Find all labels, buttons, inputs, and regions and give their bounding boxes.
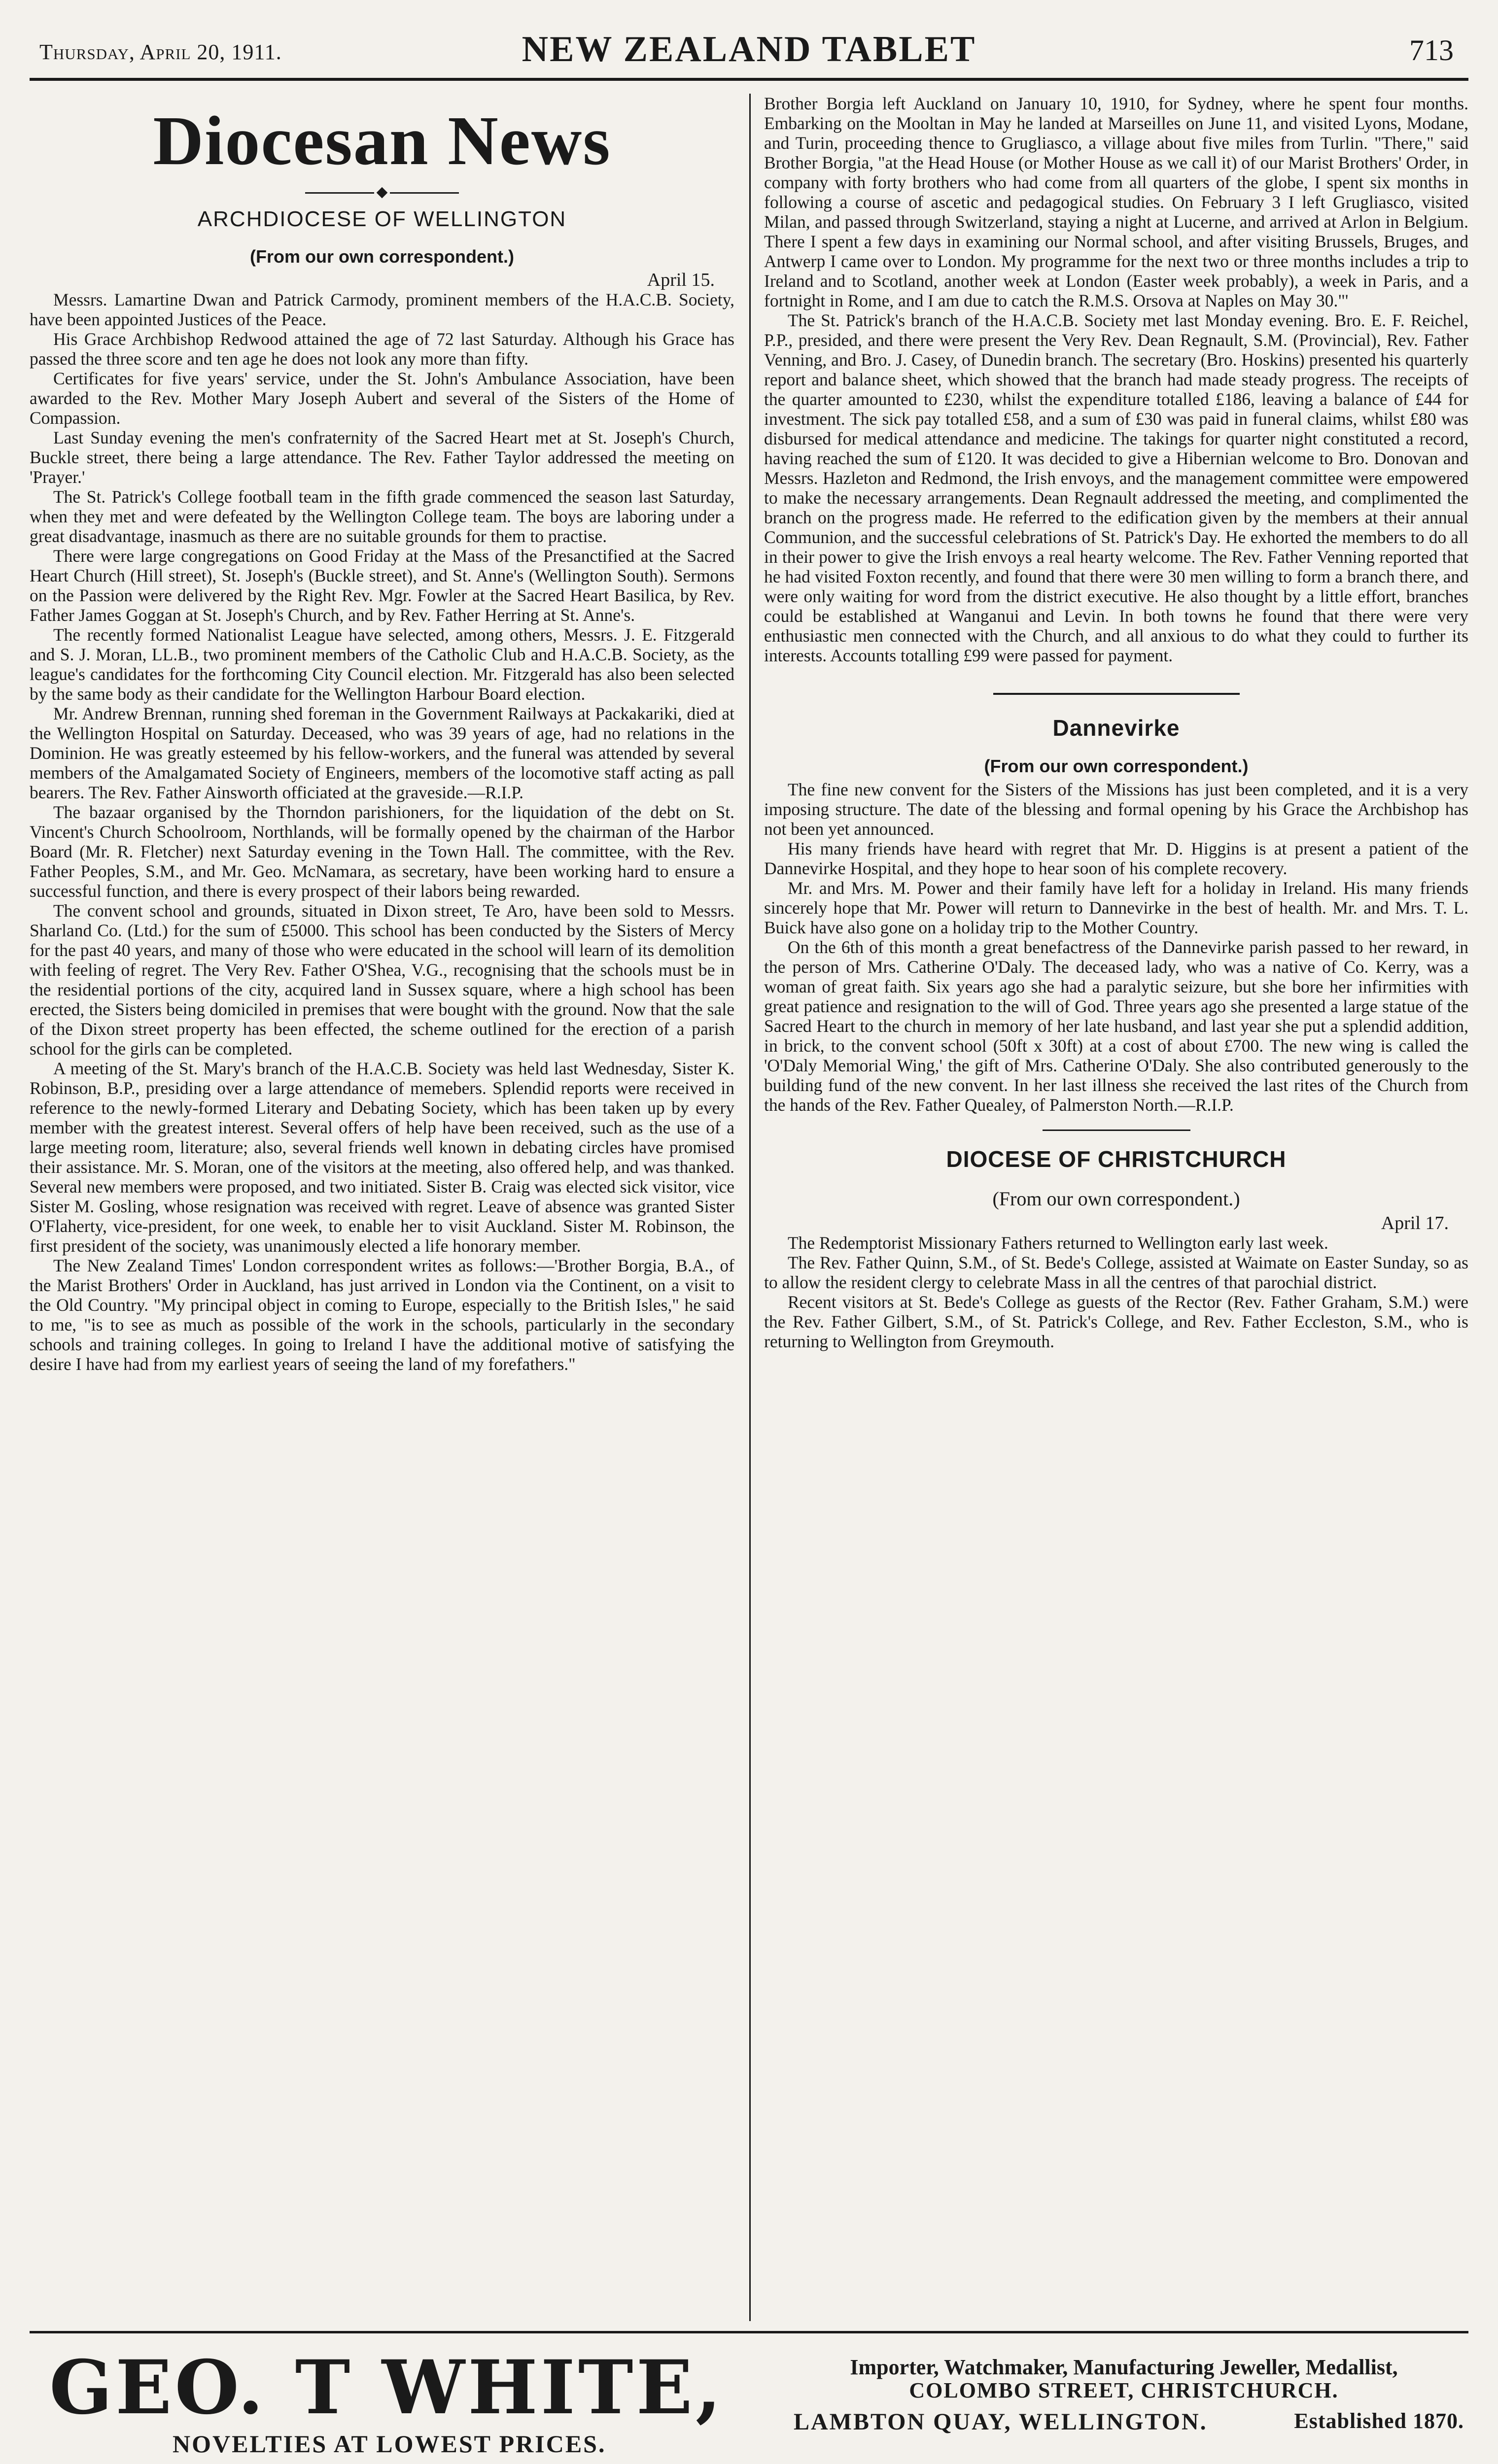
section-rule <box>993 693 1240 695</box>
advertiser-name: GEO. T WHITE, <box>49 2344 725 2431</box>
publication-title: NEW ZEALAND TABLET <box>522 29 976 69</box>
article-paragraph: Certificates for five years' service, under the St. John's Ambulance Association, have been awarded to the Rev. Mother Mary Joseph Aubert and several of the Sisters of the Home of Compassion. <box>30 369 734 428</box>
dannevirke-heading: Dannevirke <box>1052 715 1180 741</box>
article-paragraph: There were large congregations on Good Friday at the Mass of the Presanctified at the Sacred Heart Church (Hill street), St. Joseph's (Buckle street), and St. Anne's (Wellington South). Sermons on the Passion were delivered by the Right Rev. Mgr. Fowler at the Sacred Heart Basilica, by Rev. Father James Goggan at St. Joseph's Church, and by Rev. Father Herring at St. Anne's. <box>30 546 734 625</box>
ornament-divider <box>30 184 734 201</box>
section-masthead: Diocesan News <box>153 102 611 179</box>
established-year: Established 1870. <box>1294 2409 1464 2433</box>
column-divider <box>749 94 751 2321</box>
archdiocese-heading: ARCHDIOCESE OF WELLINGTON <box>197 207 567 231</box>
dateline: April 17. <box>1381 1213 1449 1233</box>
correspondent-note: (From our own correspondent.) <box>250 246 514 267</box>
advertiser-trades: Importer, Watchmaker, Manufacturing Jeweller, Medallist, <box>850 2355 1398 2379</box>
article-paragraph: The Rev. Father Quinn, S.M., of St. Bede's College, assisted at Waimate on Easter Sunday, so as to allow the resident clergy to celebrate Mass in all the centres of that parochial district. <box>764 1253 1468 1292</box>
advertisement-details <box>784 2355 1464 2435</box>
article-paragraph: The Redemptorist Missionary Fathers returned to Wellington early last week. <box>788 1233 1328 1253</box>
advertisement-rule <box>30 2331 1468 2333</box>
article-paragraph: Recent visitors at St. Bede's College as guests of the Rector (Rev. Father Graham, S.M.) were the Rev. Father Gilbert, S.M., of St. Patrick's College, and Rev. Father Eccleston, S.M., who is returning to Wellington from Greymouth. <box>764 1292 1468 1351</box>
dateline: April 15. <box>647 270 715 290</box>
header-rule <box>30 78 1468 81</box>
advertiser-address-wellington: LAMBTON QUAY, WELLINGTON. <box>794 2409 1208 2435</box>
article-paragraph: Mr. and Mrs. M. Power and their family have left for a holiday in Ireland. His many friends sincerely hope that Mr. Power will return to Dannevirke in the best of health. Mr. and Mrs. T. L. Buick have also gone on a holiday trip to the Mother Country. <box>764 878 1468 937</box>
newspaper-page <box>30 20 1468 2464</box>
section-rule <box>1043 1129 1190 1131</box>
advertiser-address-christchurch: COLOMBO STREET, CHRISTCHURCH. <box>909 2378 1339 2402</box>
article-paragraph: On the 6th of this month a great benefactress of the Dannevirke parish passed to her reward, in the person of Mrs. Catherine O'Daly. The deceased lady, who was a native of Co. Kerry, was a woman of great faith. Six years ago she had a paralytic seizure, but she bore her infirmities with great patience and resignation to the will of God. Three years ago she presented a large statue of the Sacred Heart to the church in memory of her late husband, and last year she put a splendid addition, in brick, to the convent school (50ft x 30ft) at a cost of about £700. The new wing is called the 'O'Daly Memorial Wing,' the gift of Mrs. Catherine O'Daly. She also contributed generously to the building fund of the new convent. In her last illness she received the last rites of the Church from the hands of the Rev. Father Quealey, of Palmerston North.—R.I.P. <box>764 937 1468 1115</box>
article-paragraph: A meeting of the St. Mary's branch of the H.A.C.B. Society was held last Wednesday, Sister K. Robinson, B.P., presiding over a large attendance of memebers. Splendid reports were received in reference to the newly-formed Literary and Debating Society, which has been taken up by every member with the greatest interest. Several offers of help have been received, such as the use of a large meeting room, literature; also, several friends well known in debating circles have promised their assistance. Mr. S. Moran, one of the visitors at the meeting, also offered help, and was thanked. Several new members were proposed, and two initiated. Sister B. Craig was elected sick visitor, vice Sister M. Gosling, whose resignation was received with regret. Leave of absence was granted Sister O'Flaherty, vice-president, for one week, to enable her to visit Auckland. Sister M. Robinson, the first president of the society, was unanimously elected a life honorary member. <box>30 1059 734 1256</box>
article-paragraph: His many friends have heard with regret that Mr. D. Higgins is at present a patient of the Dannevirke Hospital, and they hope to hear soon of his complete recovery. <box>764 839 1468 878</box>
left-column <box>30 94 734 2321</box>
article-paragraph: The bazaar organised by the Thorndon parishioners, for the liquidation of the debt on St. Vincent's Church Schoolroom, Northlands, will be formally opened by the chairman of the Harbor Board (Mr. R. Fletcher) next Saturday evening in the Town Hall. The committee, with the Rev. Father Peoples, S.M., and Mr. Geo. McNamara, as secretary, have been working hard to ensure a successful function, and there is every prospect of their labors being rewarded. <box>30 802 734 901</box>
advertiser-address-row <box>784 2408 1464 2435</box>
article-paragraph: Brother Borgia left Auckland on January 10, 1910, for Sydney, where he spent four months. Embarking on the Mooltan in May he landed at Marseilles on June 11, and visited Lyons, Modane, and Turin, proceeding thence to Grugliasco, a village about five miles from Turlin. "There," said Brother Borgia, "at the Head House (or Mother House as we call it) of our Marist Brothers' Order, in company with forty brothers who had come from all quarters of the globe, I spent six months in following a course of ascetic and pedagogical studies. On February 3 I left Grugliasco, visited Milan, and passed through Switzerland, staying a night at Lucerne, and arrived at Arlon in Belgium. There I spent a few days in examining our Normal school, and after visiting Brussels, Bruges, and Antwerp I came over to London. My programme for the next two or three months includes a trip to Ireland and to Scotland, another week at London (Easter week probably), a week in Paris, and a fortnight in Rome, and I am due to catch the R.M.S. Orsova at Naples on May 30."' <box>764 94 1468 310</box>
article-paragraph: The recently formed Nationalist League have selected, among others, Messrs. J. E. Fitzgerald and S. J. Moran, LL.B., two prominent members of the Catholic Club and H.A.C.B. Society, as the league's candidates for the forthcoming City Council election. Mr. Fitzgerald has also been selected by the same body as their candidate for the Wellington Harbour Board election. <box>30 625 734 704</box>
correspondent-note: (From our own correspondent.) <box>984 756 1249 776</box>
right-column <box>764 94 1468 2321</box>
article-paragraph: The St. Patrick's branch of the H.A.C.B. Society met last Monday evening. Bro. E. F. Reichel, P.P., presided, and there were present the Very Rev. Dean Regnault, S.M. (Provincial), Rev. Father Venning, and Bro. J. Casey, of Dunedin branch. The secretary (Bro. Hoskins) presented his quarterly report and balance sheet, which showed that the branch had made steady progress. The receipts of the quarter amounted to £230, whilst the expenditure totalled £186, leaving a balance of £44 for investment. The sick pay totalled £58, and a sum of £30 was paid in funeral claims, whilst £80 was disbursed for medical attendance and medicine. The takings for quarter night constituted a record, having reached the sum of £120. It was decided to give a Hibernian welcome to Bro. Donovan and Messrs. Hazleton and Redmond, the Irish envoys, and the management committee were empowered to make the necessary arrangements. Dean Regnault addressed the meeting, and complimented the branch on the progress made. He referred to the edification given by the members at their annual Communion, and the successful celebrations of St. Patrick's Day. He exhorted the members to do all in their power to give the Irish envoys a real hearty welcome. The Rev. Father Venning reported that he had visited Foxton recently, and found that there were 30 men willing to form a branch there, and were only waiting for word from the district executive. He also thought by a little effort, branches could be established at Wanganui and Levin. In both towns he found that there were very enthusiastic men connected with the Church, and all anxious to do what they could to further its interests. Accounts totalling £99 were passed for payment. <box>764 310 1468 665</box>
christchurch-heading: DIOCESE OF CHRISTCHURCH <box>946 1146 1287 1172</box>
article-paragraph: Mr. Andrew Brennan, running shed foreman in the Government Railways at Packakariki, died at the Wellington Hospital on Saturday. Deceased, who was 39 years of age, had no relations in the Dominion. He was greatly esteemed by his fellow-workers, and the funeral was attended by several members of the Amalgamated Society of Engineers, members of the locomotive staff acting as pall bearers. The Rev. Father Ainsworth officiated at the graveside.—R.I.P. <box>30 704 734 802</box>
article-paragraph: The convent school and grounds, situated in Dixon street, Te Aro, have been sold to Messrs. Sharland Co. (Ltd.) for the sum of £5000. This school has been conducted by the Sisters of Mercy for the past 40 years, and many of those who were educated in the school will learn of its demolition with feeling of regret. The Very Rev. Father O'Shea, V.G., recognising that the schools must be in the residential portions of the city, acquired land in Sussex square, where a high school has been erected, the Sisters being domiciled in premises that were bought with the ground. Now that the sale of the Dixon street property has been effected, the scheme outlined for the erection of a parish school for the girls can be completed. <box>30 901 734 1059</box>
article-paragraph: Last Sunday evening the men's confraternity of the Sacred Heart met at St. Joseph's Church, Buckle street, there being a large attendance. The Rev. Father Taylor addressed the meeting on 'Prayer.' <box>30 428 734 487</box>
running-header <box>30 20 1468 74</box>
issue-date: Thursday, April 20, 1911. <box>39 40 282 64</box>
advertisement-geo-white <box>49 2344 739 2458</box>
article-paragraph: Messrs. Lamartine Dwan and Patrick Carmody, prominent members of the H.A.C.B. Society, have been appointed Justices of the Peace. <box>30 290 734 329</box>
article-paragraph: His Grace Archbishop Redwood attained the age of 72 last Saturday. Although his Grace has passed the three score and ten age he does not look any more than fifty. <box>30 329 734 369</box>
correspondent-note: (From our own correspondent.) <box>992 1188 1240 1210</box>
article-paragraph: The New Zealand Times' London correspondent writes as follows:—'Brother Borgia, B.A., of the Marist Brothers' Order in Auckland, has just arrived in London via the Continent, on a visit to the Old Country. "My principal object in coming to Europe, especially to the British Isles," he said to me, "is to see as much as possible of the work in the schools, particularly in the secondary schools and training colleges. In going to Ireland I have the additional motive of satisfying the desire I have had from my earliest years of seeing the land of my forefathers." <box>30 1256 734 1374</box>
advertiser-tagline: NOVELTIES AT LOWEST PRICES. <box>173 2430 606 2458</box>
article-paragraph: The fine new convent for the Sisters of the Missions has just been completed, and it is a very imposing structure. The date of the blessing and formal opening by his Grace the Archbishop has not been yet announced. <box>764 780 1468 839</box>
page-number: 713 <box>1409 34 1454 67</box>
article-paragraph: The St. Patrick's College football team in the fifth grade commenced the season last Saturday, when they met and were defeated by the Wellington College team. The boys are laboring under a great disadvantage, inasmuch as there are no suitable grounds for them to practise. <box>30 487 734 546</box>
